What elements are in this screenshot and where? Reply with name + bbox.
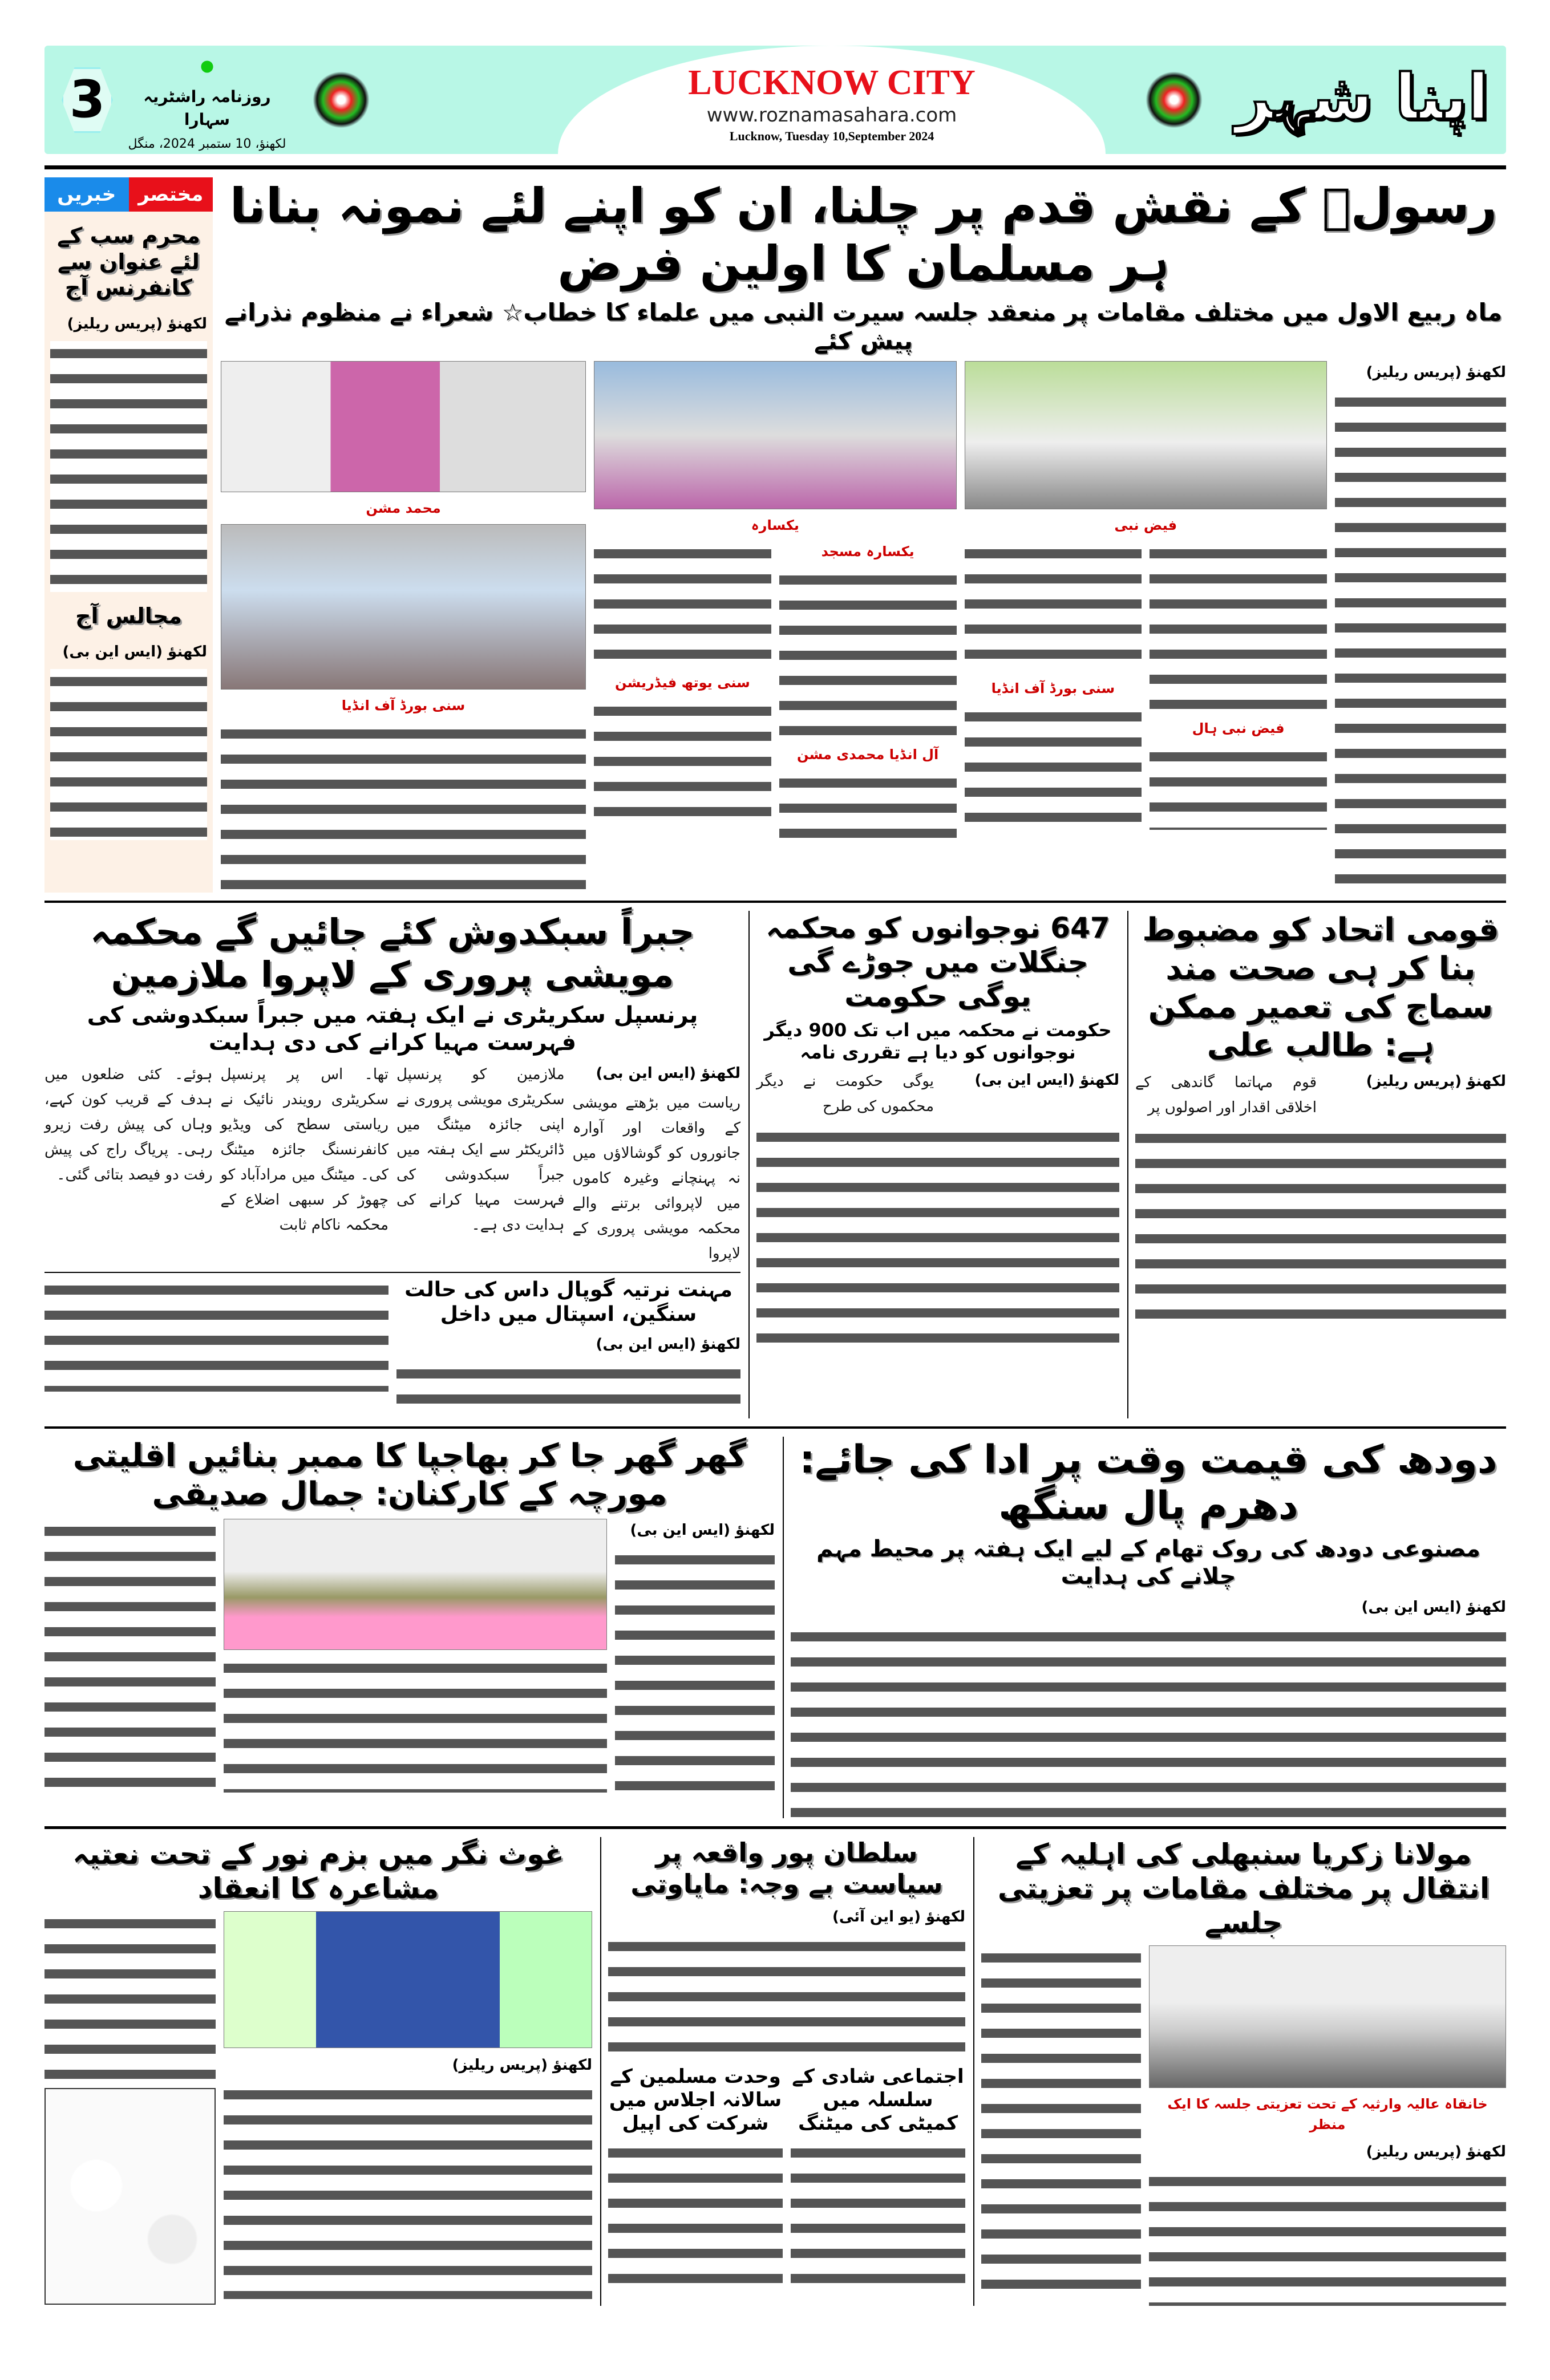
page-number: 3 <box>69 70 106 129</box>
logo-mark: • <box>196 48 218 88</box>
masthead <box>44 46 1506 154</box>
text-column <box>981 1945 1141 2299</box>
photo <box>224 1911 592 2048</box>
text-column <box>965 704 1142 830</box>
text-column <box>44 1911 216 2082</box>
dateline: لکھنؤ (پریس ریلیز) <box>1366 364 1506 382</box>
subhead: آل انڈیا محمدی مشن <box>797 747 939 763</box>
story-headline: وحدت مسلمین کے سالانہ اجلاس میں شرکت کی اپیل <box>609 2065 782 2135</box>
photo <box>1149 1945 1506 2088</box>
photo <box>594 361 957 509</box>
text-column <box>756 1125 1119 1353</box>
story-subheadline: پرنسپل سکریٹری نے ایک ہفتہ میں جبراً سبکدوشی کی فہرست مہیا کرانے کی دی ہدایت <box>87 1002 698 1056</box>
dateline: لکھنؤ (ایس این بی) <box>1361 1598 1506 1616</box>
story-headline: گھر گھر جا کر بھاجپا کا ممبر بنائیں اقلیتی مورچہ کے کارکنان: جمال صدیقی <box>72 1437 747 1513</box>
text-column <box>779 771 957 839</box>
text-column <box>396 1361 740 1418</box>
text-column <box>1149 2169 1506 2306</box>
date-english: Lucknow, Tuesday 10,September 2024 <box>729 129 934 143</box>
story-text: ریاست میں بڑھتے مویشی کے واقعات اور آوارہ جانوروں کو گوشالاؤں میں نہ پہنچانے وغیرہ کاموں میں لاپروائی برتنے والے محکمہ مویشی پروری کے لاپروا <box>572 1094 740 1263</box>
story-subheadline: مصنوعی دودھ کی روک تھام کے لیے ایک ہفتہ پر محیط مہم چلانے کی ہدایت <box>816 1535 1480 1590</box>
story-headline: جبراً سبکدوش کئے جائیں گے محکمہ مویشی پروری کے لاپروا ملازمین <box>90 911 695 995</box>
dateline: لکھنؤ (ایس این بی) <box>596 1065 740 1082</box>
dateline: لکھنؤ (ایس این بی) <box>62 643 207 661</box>
website[interactable]: www.roznamasahara.com <box>706 104 957 127</box>
story-text: یوگی حکومت نے دیگر محکموں کی طرح <box>756 1073 934 1116</box>
dateline: لکھنؤ (پریس ریلیز) <box>1366 1073 1506 1090</box>
photo <box>224 1519 607 1650</box>
text-column <box>1150 541 1327 712</box>
text-column <box>1135 1126 1506 1331</box>
dateline: لکھنؤ (پریس ریلیز) <box>67 315 207 333</box>
lead-band <box>44 165 1506 901</box>
text-column <box>615 1547 775 1793</box>
dateline: لکھنؤ (پریس ریلیز) <box>1366 2143 1506 2160</box>
date-urdu: لکھنؤ، 10 ستمبر 2024، منگل <box>128 137 286 151</box>
subhead: یکسارہ مسجد <box>821 544 914 560</box>
dateline: لکھنؤ (ایس این بی) <box>630 1521 775 1539</box>
story-headline: اجتماعی شادی کے سلسلہ میں کمیٹی کی میٹنگ <box>792 2065 964 2135</box>
photo-caption: یکسارہ <box>751 517 799 534</box>
photo-caption: خانقاہ عالیہ وارثیہ کے تحت تعزیتی جلسہ کا ایک منظر <box>1167 2095 1488 2132</box>
text-column <box>594 699 771 824</box>
section-title: اپنا شہر <box>1235 60 1489 133</box>
text-column <box>44 1519 216 1793</box>
text-column <box>791 2140 965 2283</box>
text-column <box>965 541 1142 672</box>
emblem-icon <box>313 71 370 128</box>
text-column <box>221 721 586 893</box>
lead-headline: رسولؐ کے نقش قدم پر چلنا، ان کو اپنے لئے نمونہ بنانا ہر مسلمان کا اولین فرض <box>229 178 1498 291</box>
text-column <box>594 541 771 667</box>
text-column <box>224 1656 607 1793</box>
story-headline: 647 نوجوانوں کو محکمہ جنگلات میں جوڑے گی یوگی حکومت <box>766 911 1110 1013</box>
text-column <box>608 1934 965 2059</box>
story-text: قوم مہاتما گاندھی کے اخلاقی اقدار اور اصولوں پر <box>1135 1074 1317 1117</box>
brief-news-sidebar <box>44 177 213 893</box>
brief-label-blue: خبریں <box>44 177 129 212</box>
dateline: لکھنؤ (پریس ریلیز) <box>452 2056 592 2074</box>
dateline: لکھنؤ (یو این آئی) <box>832 1908 965 1926</box>
text-column <box>779 567 957 739</box>
story-headline: سلطان پور واقعہ پر سیاست بے وجہ: مایاوتی <box>630 1836 943 1899</box>
text-column <box>1335 390 1506 891</box>
story-headline: غوث نگر میں بزم نور کے تحت نعتیہ مشاعرہ کا انعقاد <box>72 1837 564 1905</box>
text-column <box>224 2082 592 2299</box>
dateline: لکھنؤ (ایس این بی) <box>974 1072 1119 1089</box>
story-subheadline: حکومت نے محکمہ میں اب تک 900 دیگر نوجوانوں کو دیا ہے تقرری نامہ <box>764 1019 1112 1063</box>
text-column <box>50 669 207 840</box>
story-headline: مہنت نرتیہ گوپال داس کی حالت سنگین، اسپتال میں داخل <box>404 1278 732 1327</box>
cartoon <box>44 2088 216 2305</box>
subhead: سنی بورڈ آف انڈیا <box>991 680 1115 697</box>
text-column <box>50 341 207 592</box>
photo-caption: سنی بورڈ آف انڈیا <box>341 698 466 714</box>
lead-subheadline: ماہ ربیع الاول میں مختلف مقامات پر منعقد جلسہ سیرت النبی میں علماء کا خطاب☆ شعراء نے منظوم نذرانے پیش کئے <box>224 298 1503 355</box>
text-column <box>1150 744 1327 830</box>
story-headline: دودھ کی قیمت وقت پر ادا کی جائے: دھرم پال سنگھ <box>799 1437 1498 1529</box>
dateline: لکھنؤ (ایس این بی) <box>596 1335 740 1353</box>
emblem-icon <box>1146 71 1203 128</box>
text-column <box>791 1624 1506 1818</box>
edition-title: LUCKNOW CITY <box>688 63 976 102</box>
subhead: فیض نبی ہال <box>1192 720 1285 737</box>
brief-headline: مجالس آج <box>75 603 182 629</box>
story-headline: قومی اتحاد کو مضبوط بنا کر ہی صحت مند سماج کی تعمیر ممکن ہے: طالب علی <box>1142 911 1499 1064</box>
photo <box>221 524 586 690</box>
brief-label-red: مختصر <box>129 177 213 212</box>
subhead: سنی یوتھ فیڈریشن <box>614 675 750 691</box>
story-headline: مولانا زکریا سنبھلی کی اہلیہ کے انتقال پر مختلف مقامات پر تعزیتی جلسے <box>997 1837 1490 1939</box>
band-3 <box>44 1426 1506 1826</box>
band-4 <box>44 1826 1506 2314</box>
photo-caption: فیض نبی <box>1114 517 1177 534</box>
text-column <box>44 1278 388 1392</box>
text-column <box>608 2140 783 2283</box>
logo <box>124 50 290 154</box>
story-text: تھا۔ اس پر پرنسپل سکریٹری رویندر نائیک نے ریاستی سطح کی ویڈیو کانفرنسنگ جائزہ میٹنگ کی۔ میٹنگ میں مرادآباد کو چھوڑ کر سبھی اضلاع کے محکمہ ناکام ثابت <box>220 1066 388 1234</box>
photo <box>221 361 586 492</box>
band-2 <box>44 901 1506 1426</box>
logo-text: روزنامہ راشٹریہ سہارا <box>143 87 271 129</box>
photo-caption: محمد مشن <box>366 500 441 517</box>
photo <box>965 361 1328 509</box>
story-text: ہوئے۔ کئی ضلعوں میں ہدف کے قریب کون کہے، وہاں کی پیش رفت زیرو رہی۔ پریاگ راج کی پیش رفت دو فیصد بتائی گئی۔ <box>44 1066 213 1184</box>
story-text: ملازمین کو پرنسپل سکریٹری مویشی پروری نے اپنی جائزہ میٹنگ میں ڈائریکٹر سے ایک ہفتہ میں جبراً سبکدوشی کی فہرست مہیا کرانے کی ہدایت دی ہے۔ <box>396 1066 565 1234</box>
brief-headline: محرم سب کے لئے عنوان سے کانفرنس آج <box>57 223 200 301</box>
